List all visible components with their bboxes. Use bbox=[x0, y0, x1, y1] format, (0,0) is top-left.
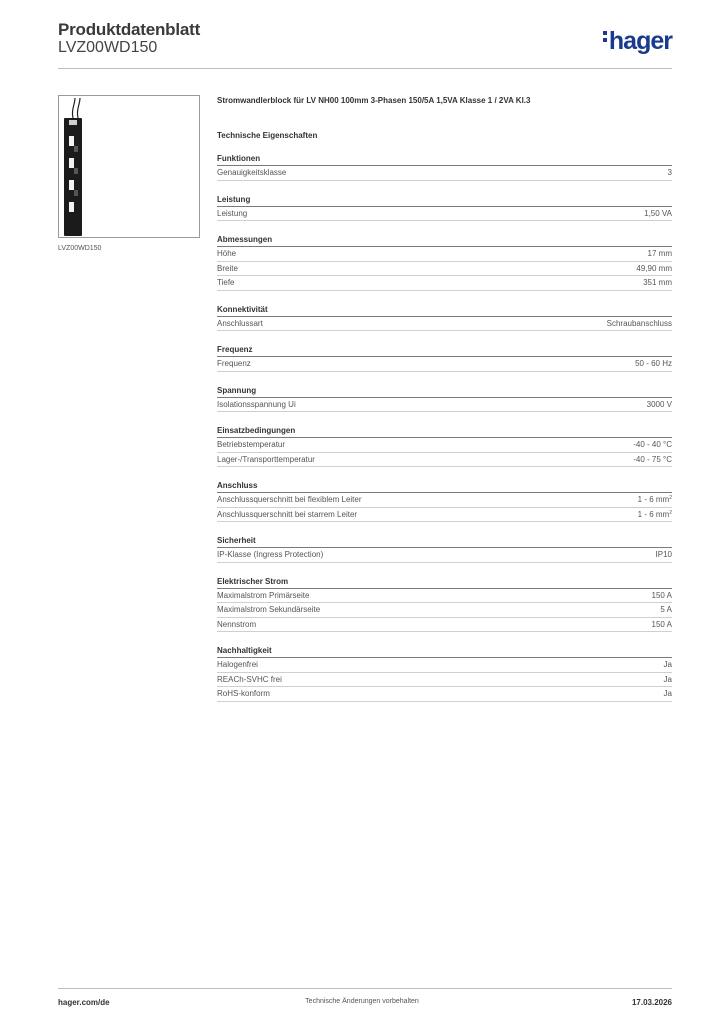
spec-value bbox=[638, 493, 672, 507]
spec-group-title: Einsatzbedingungen bbox=[217, 422, 672, 438]
spec-value-text: 1 - 6 mm bbox=[637, 495, 670, 504]
spec-row bbox=[217, 603, 672, 618]
spec-row bbox=[217, 357, 672, 372]
spec-row bbox=[217, 317, 672, 332]
spec-label: Leistung bbox=[217, 208, 248, 218]
spec-group bbox=[217, 341, 672, 372]
spec-value bbox=[644, 207, 672, 221]
spec-value-text: Schraubanschluss bbox=[606, 318, 672, 328]
spec-value-text: -40 - 75 °C bbox=[633, 454, 672, 464]
spec-label: Anschlussart bbox=[217, 318, 263, 328]
spec-value bbox=[664, 658, 672, 672]
product-image-graphic bbox=[59, 96, 199, 237]
footer-website[interactable]: hager.com/de bbox=[58, 998, 110, 1007]
spec-label: Höhe bbox=[217, 249, 237, 258]
spec-label: RoHS-konform bbox=[217, 689, 270, 698]
spec-label: Maximalstrom Sekundärseite bbox=[217, 605, 321, 614]
spec-label: Genauigkeitsklasse bbox=[217, 168, 287, 177]
spec-value-text: -40 - 40 °C bbox=[633, 440, 672, 449]
spec-value-text: 150 A bbox=[651, 619, 672, 629]
spec-label: Frequenz bbox=[217, 359, 251, 368]
spec-label: Betriebstemperatur bbox=[217, 440, 286, 449]
spec-value-text: 5 A bbox=[660, 605, 672, 614]
spec-value-text: Ja bbox=[663, 660, 672, 669]
spec-value bbox=[638, 508, 672, 522]
document-title: Produktdatenblatt bbox=[58, 20, 201, 39]
spec-label: Anschlussquerschnitt bei starrem Leiter bbox=[217, 509, 358, 519]
spec-row bbox=[217, 508, 672, 523]
footer-notice: Technische Änderungen vorbehalten bbox=[305, 998, 419, 1005]
footer-date: 17.03.2026 bbox=[631, 998, 672, 1007]
spec-label: IP-Klasse (Ingress Protection) bbox=[217, 550, 324, 559]
spec-group bbox=[217, 191, 672, 222]
spec-value-text: 1 - 6 mm bbox=[637, 509, 670, 519]
spec-value bbox=[652, 618, 672, 632]
spec-row bbox=[217, 262, 672, 277]
spec-row bbox=[217, 453, 672, 468]
spec-group bbox=[217, 532, 672, 563]
spec-value-text: 49,90 mm bbox=[636, 263, 672, 273]
spec-row bbox=[217, 166, 672, 181]
spec-label: Breite bbox=[217, 263, 238, 273]
spec-label: Nennstrom bbox=[217, 619, 257, 629]
product-image bbox=[58, 95, 200, 238]
spec-value-text: 150 A bbox=[651, 590, 672, 600]
spec-group-title: Sicherheit bbox=[217, 532, 672, 548]
spec-row bbox=[217, 276, 672, 291]
spec-value-text: Ja bbox=[663, 689, 672, 698]
spec-value bbox=[643, 276, 672, 290]
spec-value-text: Ja bbox=[663, 674, 672, 684]
spec-group bbox=[217, 231, 672, 291]
spec-group-title: Nachhaltigkeit bbox=[217, 642, 672, 658]
spec-group bbox=[217, 150, 672, 181]
spec-value bbox=[633, 453, 672, 467]
footer-divider bbox=[58, 988, 672, 989]
spec-group bbox=[217, 301, 672, 332]
spec-row bbox=[217, 548, 672, 563]
spec-row bbox=[217, 687, 672, 702]
spec-label: Tiefe bbox=[217, 278, 235, 287]
spec-value bbox=[648, 247, 672, 261]
spec-value-text: 1,50 VA bbox=[644, 208, 672, 218]
spec-group bbox=[217, 382, 672, 413]
spec-row bbox=[217, 658, 672, 673]
spec-group bbox=[217, 477, 672, 522]
spec-group-title: Leistung bbox=[217, 191, 672, 207]
product-number: LVZ00WD150 bbox=[58, 39, 158, 56]
unit-superscript: 2 bbox=[669, 509, 672, 516]
logo-colon-icon bbox=[603, 28, 607, 45]
spec-value bbox=[636, 262, 672, 276]
spec-value-text: 17 mm bbox=[647, 249, 672, 258]
spec-value-text: 3000 V bbox=[646, 399, 672, 409]
spec-table bbox=[217, 150, 672, 712]
spec-value bbox=[607, 317, 672, 331]
spec-label: REACh-SVHC frei bbox=[217, 674, 282, 684]
spec-group-title: Spannung bbox=[217, 382, 672, 398]
spec-group-title: Elektrischer Strom bbox=[217, 573, 672, 589]
spec-value bbox=[660, 603, 672, 617]
spec-value bbox=[635, 357, 672, 371]
product-description: Stromwandlerblock für LV NH00 100mm 3-Phasen 150/5A 1,5VA Klasse 1 / 2VA Kl.3 bbox=[217, 96, 531, 105]
spec-row bbox=[217, 493, 672, 508]
spec-label: Halogenfrei bbox=[217, 660, 258, 669]
spec-value bbox=[633, 438, 672, 452]
spec-row bbox=[217, 207, 672, 222]
spec-group-title: Funktionen bbox=[217, 150, 672, 166]
spec-label: Maximalstrom Primärseite bbox=[217, 590, 310, 600]
spec-group-title: Anschluss bbox=[217, 477, 672, 493]
spec-row bbox=[217, 438, 672, 453]
spec-value bbox=[664, 687, 672, 701]
spec-group-title: Konnektivität bbox=[217, 301, 672, 317]
spec-group bbox=[217, 642, 672, 702]
spec-group bbox=[217, 422, 672, 467]
spec-label: Lager-/Transporttemperatur bbox=[217, 454, 315, 464]
spec-value-text: 3 bbox=[667, 168, 672, 177]
spec-row bbox=[217, 398, 672, 413]
header-divider bbox=[58, 68, 672, 69]
logo-text: hager bbox=[608, 27, 672, 55]
spec-row bbox=[217, 673, 672, 688]
hager-logo bbox=[603, 28, 672, 54]
spec-group-title: Frequenz bbox=[217, 341, 672, 357]
spec-value bbox=[668, 166, 672, 180]
spec-value-text: 351 mm bbox=[643, 278, 672, 287]
spec-value bbox=[656, 548, 672, 562]
spec-row bbox=[217, 618, 672, 633]
spec-value-text: IP10 bbox=[655, 550, 672, 559]
section-title: Technische Eigenschaften bbox=[217, 131, 318, 140]
spec-group bbox=[217, 573, 672, 633]
spec-group-title: Abmessungen bbox=[217, 231, 672, 247]
unit-superscript: 2 bbox=[669, 495, 672, 501]
spec-value bbox=[647, 398, 672, 412]
image-caption: LVZ00WD150 bbox=[58, 245, 102, 252]
spec-value bbox=[664, 673, 672, 687]
spec-row bbox=[217, 247, 672, 262]
spec-row bbox=[217, 589, 672, 604]
spec-value-text: 50 - 60 Hz bbox=[635, 359, 672, 368]
spec-label: Isolationsspannung Ui bbox=[217, 399, 296, 409]
spec-label: Anschlussquerschnitt bei flexiblem Leiter bbox=[217, 495, 362, 504]
spec-value bbox=[652, 589, 672, 603]
